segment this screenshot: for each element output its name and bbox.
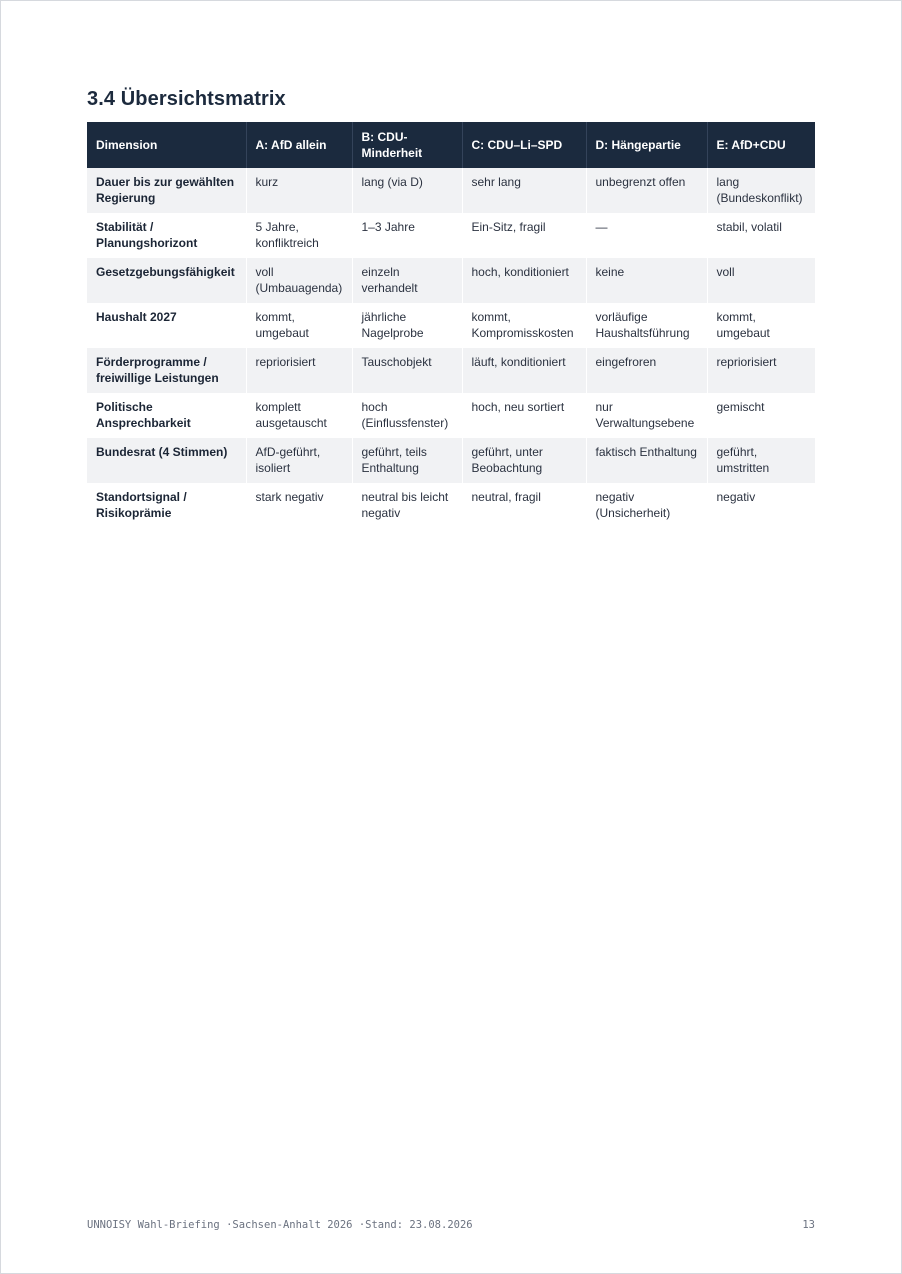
table-cell: lang (via D) — [352, 168, 462, 213]
table-cell: gemischt — [707, 393, 815, 438]
table-cell: keine — [586, 258, 707, 303]
table-cell: 5 Jahre, konfliktreich — [246, 213, 352, 258]
table-cell: negativ (Unsicherheit) — [586, 483, 707, 528]
table-cell: AfD-geführt, isoliert — [246, 438, 352, 483]
table-cell: neutral, fragil — [462, 483, 586, 528]
table-cell: hoch, neu sortiert — [462, 393, 586, 438]
table-cell: Tauschobjekt — [352, 348, 462, 393]
row-dimension-label: Standortsignal / Risikoprämie — [87, 483, 246, 528]
table-row — [87, 393, 815, 438]
table-cell: stabil, volatil — [707, 213, 815, 258]
table-cell: kommt, umgebaut — [707, 303, 815, 348]
table-cell: komplett ausgetauscht — [246, 393, 352, 438]
table-row — [87, 348, 815, 393]
table-cell: voll (Umbauagenda) — [246, 258, 352, 303]
table-cell: Ein-Sitz, fragil — [462, 213, 586, 258]
table-cell: kommt, umgebaut — [246, 303, 352, 348]
table-cell: hoch, konditioniert — [462, 258, 586, 303]
table-row — [87, 438, 815, 483]
column-header-scenario-c: C: CDU–Li–SPD — [462, 122, 586, 168]
table-header-row — [87, 122, 815, 168]
column-header-scenario-b: B: CDU-Minderheit — [352, 122, 462, 168]
column-header-scenario-e: E: AfD+CDU — [707, 122, 815, 168]
table-cell: kommt, Kompromisskosten — [462, 303, 586, 348]
table-cell: 1–3 Jahre — [352, 213, 462, 258]
column-header-dimension: Dimension — [87, 122, 246, 168]
overview-matrix-table — [87, 122, 815, 528]
table-row — [87, 303, 815, 348]
table-row — [87, 258, 815, 303]
column-header-scenario-a: A: AfD allein — [246, 122, 352, 168]
table-cell: lang (Bundeskonflikt) — [707, 168, 815, 213]
row-dimension-label: Stabilität / Planungshorizont — [87, 213, 246, 258]
footer-document-info: UNNOISY Wahl-Briefing ·Sachsen-Anhalt 2026 ·Stand: 23.08.2026 — [87, 1219, 473, 1231]
table-cell: geführt, unter Beobachtung — [462, 438, 586, 483]
row-dimension-label: Haushalt 2027 — [87, 303, 246, 348]
row-dimension-label: Dauer bis zur gewählten Regierung — [87, 168, 246, 213]
table-cell: faktisch Enthaltung — [586, 438, 707, 483]
row-dimension-label: Politische Ansprechbarkeit — [87, 393, 246, 438]
table-cell: hoch (Einflussfenster) — [352, 393, 462, 438]
table-cell: unbegrenzt offen — [586, 168, 707, 213]
table-cell: negativ — [707, 483, 815, 528]
table-cell: — — [586, 213, 707, 258]
table-cell: eingefroren — [586, 348, 707, 393]
table-row — [87, 483, 815, 528]
table-cell: repriorisiert — [246, 348, 352, 393]
table-cell: kurz — [246, 168, 352, 213]
table-cell: läuft, konditioniert — [462, 348, 586, 393]
table-cell: geführt, umstritten — [707, 438, 815, 483]
table-row — [87, 213, 815, 258]
row-dimension-label: Gesetzgebungsfähigkeit — [87, 258, 246, 303]
row-dimension-label: Bundesrat (4 Stimmen) — [87, 438, 246, 483]
table-cell: einzeln verhandelt — [352, 258, 462, 303]
footer-page-number: 13 — [802, 1219, 815, 1231]
table-cell: sehr lang — [462, 168, 586, 213]
table-cell: repriorisiert — [707, 348, 815, 393]
row-dimension-label: Förderprogramme / freiwillige Leistungen — [87, 348, 246, 393]
table-cell: voll — [707, 258, 815, 303]
table-row — [87, 168, 815, 213]
column-header-scenario-d: D: Hängepartie — [586, 122, 707, 168]
section-title: 3.4 Übersichtsmatrix — [87, 88, 286, 110]
table-cell: jährliche Nagelprobe — [352, 303, 462, 348]
table-cell: nur Verwaltungsebene — [586, 393, 707, 438]
table-cell: neutral bis leicht negativ — [352, 483, 462, 528]
table-cell: vorläufige Haushaltsführung — [586, 303, 707, 348]
table-cell: geführt, teils Enthaltung — [352, 438, 462, 483]
table-cell: stark negativ — [246, 483, 352, 528]
